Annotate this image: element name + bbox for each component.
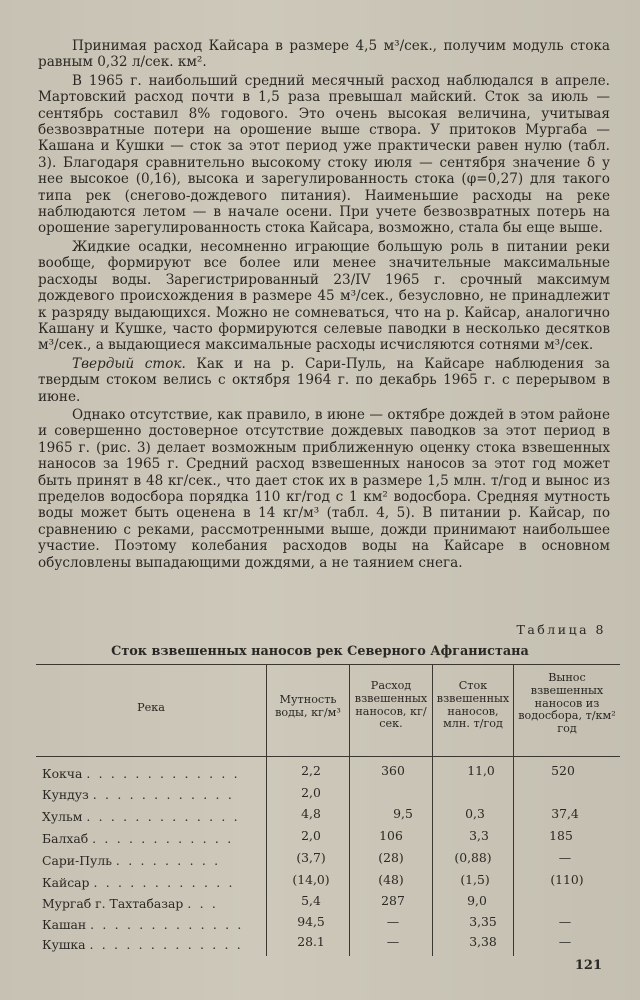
cell-turbidity: 5,4 — [301, 893, 321, 908]
paragraph-5: Однако отсутствие, как правило, в июне — октябре дождей в этом районе и совершенно достоверное отсутствие дождевых паводков за этот период в 1965 г. (рис. 3) делает возможным приближенную оценку стока взвешенных наносов за 1965 г. Средний расход взвешенных наносов за этот год может быть принят в 48 кг/сек., что дает сток их в размере 1,5 млн. т/год и вынос из пределов водосбора порядка 110 кг/год с 1 км² водосбора. Средняя мутность воды может быть оценена в 14 кг/м³ (табл. 4, 5). В питании р. Кайсар, по сравнению с реками, рассмотренными выше, дожди принимают наибольшее участие. Поэтому колебания расходов воды на Кайсаре в основном обусловлены выпадающими дождями, а не таянием снега. — [38, 406, 610, 571]
cell-discharge: — — [386, 914, 400, 929]
header-runoff: Сток взвешенных наносов, млн. т/год — [436, 679, 510, 731]
cell-runoff: (0,88) — [454, 850, 492, 865]
cell-runoff: 3,3 — [469, 828, 489, 843]
cell-runoff: (1,5) — [460, 872, 490, 887]
cell-discharge: 9,5 — [393, 806, 413, 821]
cell-runoff: 3,38 — [469, 934, 497, 949]
header-river: Река — [137, 701, 165, 714]
section-heading-italic: Твердый сток. — [72, 355, 186, 372]
column-divider — [266, 664, 267, 956]
paragraph-3: Жидкие осадки, несомненно играющие большую роль в питании реки вообще, формируют все более или менее значительные максимальные расходы воды. Зарегистрированный 23/IV 1965 г. срочный максимум дождевого происхождения в размере 45 м³/сек., безусловно, не принадлежит к разряду выдающихся. Можно не сомневаться, что на р. Кайсар, аналогично Кашану и Кушке, часто формируются селевые паводки в несколько десятков м³/сек., а выдающиеся максимальные расходы исчисляются сотнями м³/сек. — [38, 238, 610, 354]
table-row-river: Мургаб г. Тахтабазар . . . — [42, 896, 219, 911]
cell-turbidity: (14,0) — [292, 872, 330, 887]
cell-yield: (110) — [550, 872, 584, 887]
table-row-river: Хульм . . . . . . . . . . . . . — [42, 809, 240, 824]
table-title: Сток взвешенных наносов рек Северного Афганистана — [111, 644, 529, 659]
paragraph-2: В 1965 г. наибольший средний месячный расход наблюдался в апреле. Мартовский расход почти в 1,5 раза превышал майский. Сток за июль — сентябрь составил 8% годового. Это очень высокая величина, учитывая безвозвратные потери на орошение выше створа. У притоков Мургаба — Кашана и Кушки — сток за этот период уже практически равен нулю (табл. 3). Благодаря сравнительно высокому стоку июля — сентября значение δ у нее высокое (0,16), высока и зарегулированность стока (φ=0,27) для такого типа рек (снегово-дождевого питания). Наименьшие расходы на реке наблюдаются летом — в начале осени. При учете безвозвратных потерь на орошение зарегулированность стока Кайсара, возможно, стала бы еще выше. — [38, 72, 610, 237]
cell-runoff: 11,0 — [467, 763, 495, 778]
table-row-river: Кундуз . . . . . . . . . . . . — [42, 787, 234, 802]
cell-turbidity: 2,0 — [301, 785, 321, 800]
cell-turbidity: 4,8 — [301, 806, 321, 821]
table-row-river: Кашан . . . . . . . . . . . . . — [42, 917, 244, 932]
table-number: Таблица 8 — [516, 622, 606, 637]
cell-discharge: 360 — [381, 763, 405, 778]
paragraph-1: Принимая расход Кайсара в размере 4,5 м³/сек., получим модуль стока равным 0,32 л/сек. км². — [38, 38, 610, 71]
cell-turbidity: (3,7) — [296, 850, 326, 865]
cell-yield: — — [558, 934, 572, 949]
paragraph-solid-runoff — [38, 356, 610, 405]
cell-yield: 185 — [549, 828, 573, 843]
cell-discharge: 106 — [379, 828, 403, 843]
cell-yield: 520 — [551, 763, 575, 778]
table-row-river: Кокча . . . . . . . . . . . . . — [42, 766, 240, 781]
header-yield: Вынос взвешенных наносов из водосбора, т/км² год — [518, 671, 616, 736]
table-top-rule — [36, 664, 620, 665]
page-number: 121 — [574, 958, 602, 973]
cell-turbidity: 94,5 — [297, 914, 325, 929]
cell-runoff: 9,0 — [467, 893, 487, 908]
cell-discharge: (28) — [378, 850, 404, 865]
column-divider — [513, 664, 514, 956]
cell-runoff: 3,35 — [469, 914, 497, 929]
header-discharge: Расход взвешенных наносов, кг/сек. — [354, 679, 428, 731]
cell-discharge: — — [386, 934, 400, 949]
column-divider — [349, 664, 350, 956]
cell-discharge: 287 — [381, 893, 405, 908]
body-text — [38, 38, 610, 571]
paragraph-solid-runoff-text: Как и на р. Сари-Пуль, на Кайсаре наблюдения за твердым стоком велись с октября 1964 г. по декабрь 1965 г. с перерывом в июне. — [38, 355, 610, 405]
cell-yield: — — [558, 914, 572, 929]
table-row-river: Сари-Пуль . . . . . . . . . — [42, 853, 221, 868]
cell-yield: 37,4 — [551, 806, 579, 821]
cell-discharge: (48) — [378, 872, 404, 887]
cell-runoff: 0,3 — [465, 806, 485, 821]
cell-yield: — — [558, 850, 572, 865]
table-row-river: Кушка . . . . . . . . . . . . . — [42, 937, 243, 952]
cell-turbidity: 28.1 — [297, 934, 325, 949]
cell-turbidity: 2,2 — [301, 763, 321, 778]
header-turbidity: Мутность воды, кг/м³ — [275, 693, 341, 719]
table-header-rule — [36, 756, 620, 757]
table-row-river: Балхаб . . . . . . . . . . . . — [42, 831, 234, 846]
cell-turbidity: 2,0 — [301, 828, 321, 843]
table-row-river: Кайсар . . . . . . . . . . . . — [42, 875, 235, 890]
